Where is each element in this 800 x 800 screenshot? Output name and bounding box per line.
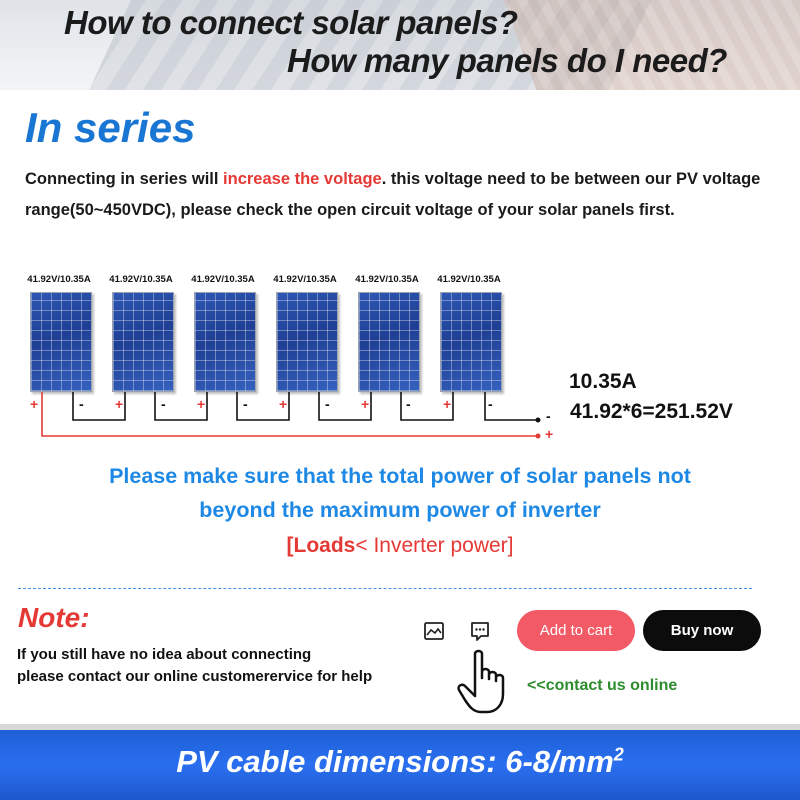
plus-terminal: + (279, 396, 288, 412)
panel-label: 41.92V/10.35A (109, 274, 173, 285)
output-minus: - (546, 408, 551, 424)
loads-rule: [Loads< Inverter power] (286, 534, 514, 557)
plus-terminal: + (30, 396, 39, 412)
section-title: In series (25, 104, 196, 151)
panel-label: 41.92V/10.35A (437, 274, 501, 285)
loads-condition: < Inverter power] (355, 534, 514, 557)
minus-terminal: - (243, 396, 248, 412)
footer-banner (0, 730, 800, 800)
cable-dimensions-text: PV cable dimensions: $6-8/mm^2$ (176, 744, 624, 779)
contact-online-link[interactable]: <<contact us online (527, 677, 678, 694)
desc-part2: . this voltage need to be between our PV voltage range(50~450VDC), please check the open circuit voltage of your solar panels first. (25, 170, 761, 219)
header-title-line1: How to connect solar panels? (64, 4, 518, 41)
minus-terminal: - (325, 396, 330, 412)
minus-terminal: - (79, 396, 84, 412)
warning-line2: beyond the maximum power of inverter (199, 498, 601, 522)
jumper-wire (73, 392, 125, 420)
pointing-hand-icon (455, 648, 515, 721)
plus-terminal: + (443, 396, 452, 412)
buy-now-button[interactable]: Buy now (643, 610, 761, 651)
desc-highlight: increase the voltage (223, 170, 382, 188)
minus-terminal: - (488, 396, 493, 412)
jumper-wire (319, 392, 371, 420)
plus-terminal: + (197, 396, 206, 412)
panel-label: 41.92V/10.35A (191, 274, 255, 285)
loads-label: Loads (293, 534, 356, 557)
panel-label: 41.92V/10.35A (273, 274, 337, 285)
minus-terminal: - (406, 396, 411, 412)
chat-icon[interactable] (467, 618, 493, 644)
jumper-wire (155, 392, 207, 420)
output-plus: + (545, 426, 554, 442)
minus-terminal: - (161, 396, 166, 412)
jumper-wire (237, 392, 289, 420)
total-current: 10.35A (569, 370, 637, 393)
section-divider (18, 588, 752, 589)
negative-output-wire (485, 392, 538, 420)
note-title: Note: (18, 602, 90, 633)
jumper-wire (401, 392, 453, 420)
positive-output-wire (42, 392, 538, 436)
image-icon[interactable] (421, 618, 447, 644)
warning-line1: Please make sure that the total power of solar panels not (109, 464, 691, 488)
positive-terminal-dot (536, 434, 541, 439)
plus-terminal: + (361, 396, 370, 412)
total-voltage: 41.92*6=251.52V (570, 400, 733, 423)
note-line2: please contact our online customerervice for help (17, 668, 373, 685)
note-line1: If you still have no idea about connecting (17, 646, 312, 663)
panel-label: 41.92V/10.35A (27, 274, 91, 285)
header-title-line2: How many panels do I need? (287, 42, 727, 79)
plus-terminal: + (115, 396, 124, 412)
squared-superscript: 2 (613, 744, 624, 765)
note-text (17, 644, 372, 688)
desc-part1: Connecting in series will (25, 170, 224, 188)
add-to-cart-button[interactable]: Add to cart (517, 610, 635, 651)
panel-label: 41.92V/10.35A (355, 274, 419, 285)
negative-terminal-dot (536, 418, 541, 423)
